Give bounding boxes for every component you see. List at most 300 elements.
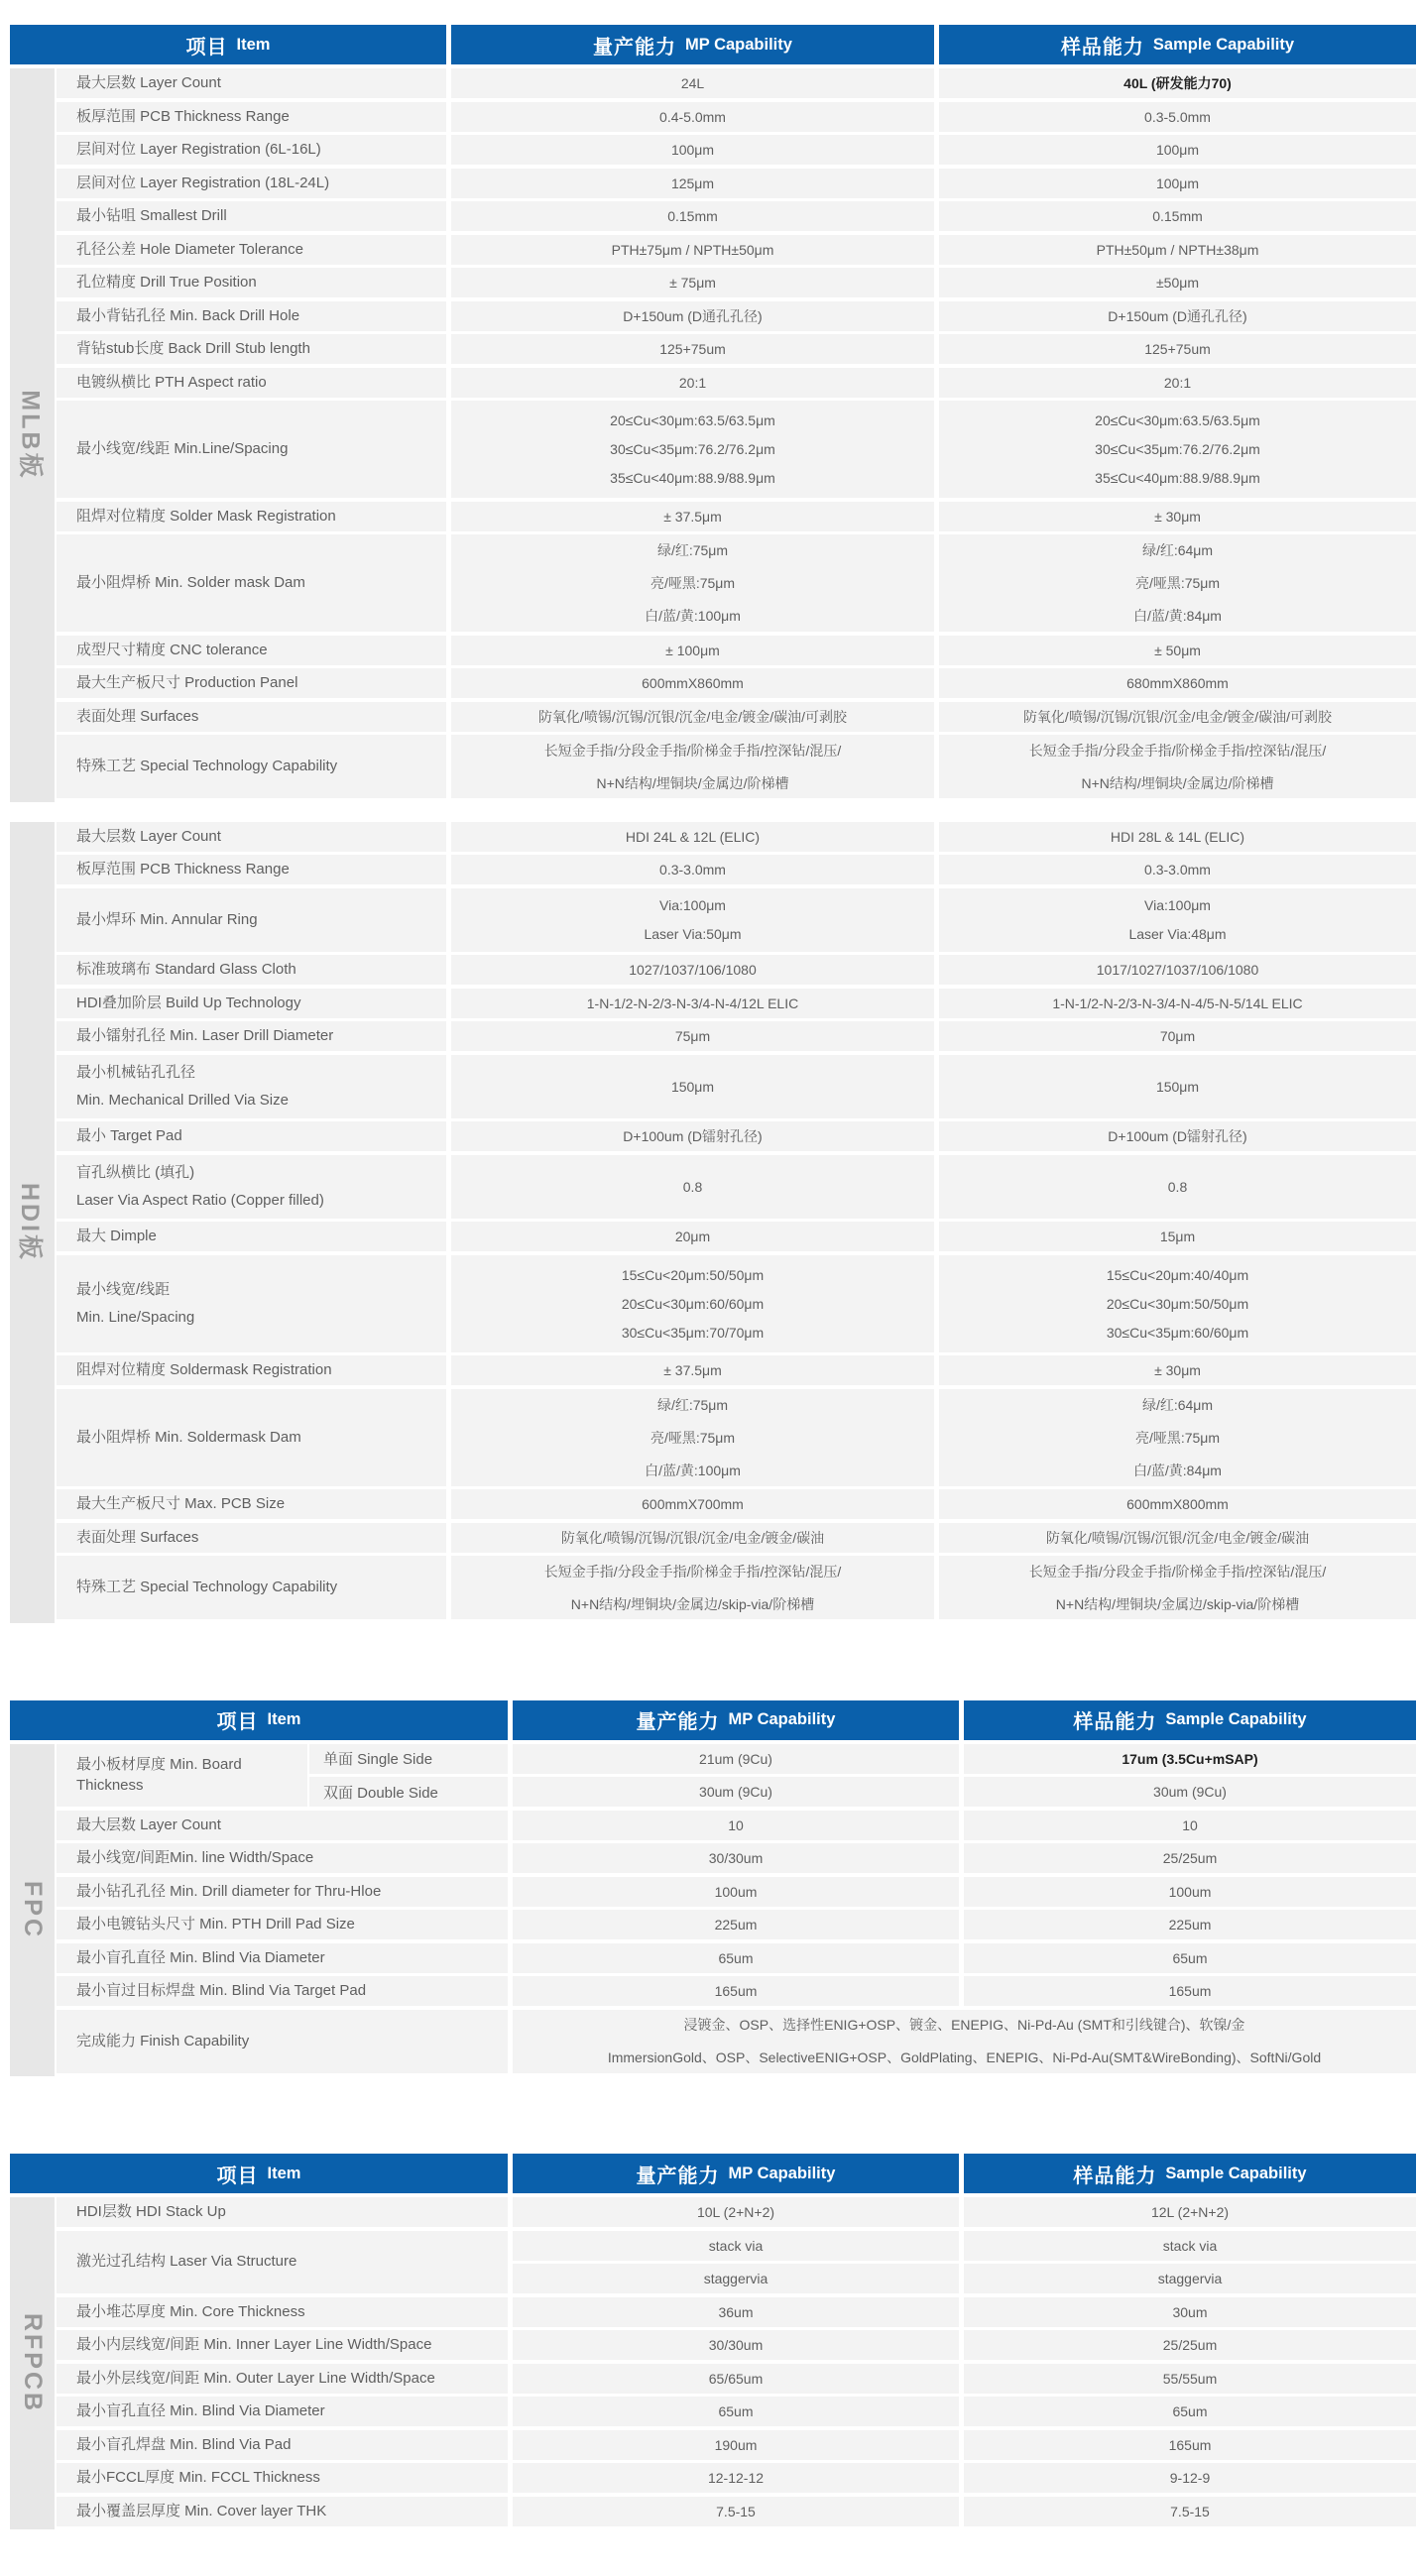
- header-mp-en: MP Capability: [728, 1710, 836, 1728]
- mp-value-cell: [451, 235, 934, 265]
- table-row: [57, 1389, 1416, 1486]
- mp-value: ± 100μm: [665, 642, 720, 658]
- mp-value-cell: [451, 855, 934, 884]
- header-item-zh: 项目: [216, 1711, 259, 1733]
- row-label: 最小FCCL厚度 Min. FCCL Thickness: [76, 2469, 320, 2487]
- mp-value-cell: [513, 2231, 959, 2261]
- table-row: [57, 169, 1416, 198]
- row-label-cell: [57, 1843, 508, 1873]
- table-row: [57, 1155, 1416, 1219]
- row-label: 最小堆芯厚度 Min. Core Thickness: [76, 2302, 305, 2320]
- table-row: [57, 1943, 1416, 1973]
- row-label: 孔位精度 Drill True Position: [76, 274, 257, 292]
- header-item-zh: 项目: [185, 36, 228, 59]
- table-header: [10, 25, 1416, 64]
- hdi-rows: [57, 822, 1416, 1623]
- mp-value-cell: [451, 1255, 934, 1352]
- table-row: [57, 822, 1416, 852]
- row-label: 最大 Dimple: [76, 1228, 157, 1245]
- sample-value-cell: [939, 735, 1416, 798]
- mp-value-cell: [451, 368, 934, 398]
- row-label: 最小镭射孔径 Min. Laser Drill Diameter: [76, 1027, 334, 1045]
- row-label: 层间对位 Layer Registration (18L-24L): [76, 174, 330, 191]
- sample-value-cell: [939, 534, 1416, 632]
- sidebar-label-hdi: HDI板: [16, 1182, 45, 1262]
- sample-value: ± 30μm: [1154, 508, 1201, 525]
- mp-value-cell: [451, 888, 934, 952]
- mp-value-cell: [451, 135, 934, 165]
- sample-value-line: 长短金手指/分段金手指/阶梯金手指/控深钻/混压/: [1028, 742, 1327, 759]
- sample-value-line: Via:100μm: [1144, 897, 1211, 913]
- sample-value-cell: [964, 2364, 1416, 2394]
- row-label-cell: [57, 2397, 508, 2426]
- mp-value-cell: [451, 102, 934, 132]
- sample-value-cell: [939, 1021, 1416, 1051]
- sample-value-cell: [964, 1910, 1416, 1939]
- table-row: [57, 401, 1416, 498]
- mp-value-cell: [451, 169, 934, 198]
- table-row: [57, 702, 1416, 732]
- row-label-cell: [57, 1489, 446, 1519]
- sample-value-cell: [939, 401, 1416, 498]
- header-item-en: Item: [236, 35, 271, 54]
- mp-value-cell: [451, 822, 934, 852]
- sample-value: 165um: [1168, 1983, 1212, 1999]
- column-header-mp: [451, 25, 934, 64]
- sample-value: PTH±50μm / NPTH±38μm: [1096, 241, 1259, 258]
- mp-value-line: 白/蓝/黄:100μm: [645, 608, 741, 624]
- mp-value-line: 长短金手指/分段金手指/阶梯金手指/控深钻/混压/: [543, 1563, 842, 1580]
- table-row: [57, 1055, 1416, 1118]
- sample-value-cell: [939, 1255, 1416, 1352]
- row-label-cell: [57, 201, 446, 231]
- row-label: 最大生产板尺寸 Max. PCB Size: [76, 1495, 286, 1513]
- header-sample-zh: 样品能力: [1073, 1711, 1157, 1733]
- finish-capability-value-cell: [513, 2010, 1416, 2073]
- sample-value-line: 20≤Cu<30μm:50/50μm: [1106, 1295, 1249, 1312]
- section-sidebar-rfpcb: [10, 2197, 55, 2529]
- sample-value-cell: [939, 1389, 1416, 1486]
- mp-value: 65um: [718, 1949, 754, 1966]
- mp-value-cell: [513, 2397, 959, 2426]
- sample-value-cell: [964, 1877, 1416, 1907]
- table-row: [57, 1976, 1416, 2006]
- mp-value-cell: [451, 1355, 934, 1385]
- mp-value-cell: [451, 1489, 934, 1519]
- table-row: [57, 334, 1416, 364]
- sample-value-line: 30≤Cu<35μm:60/60μm: [1106, 1324, 1249, 1341]
- row-label-cell: [57, 368, 446, 398]
- mp-value-line: 15≤Cu<20μm:50/50μm: [621, 1266, 765, 1283]
- row-label: HDI层数 HDI Stack Up: [76, 2203, 226, 2221]
- row-label-cell: [57, 668, 446, 698]
- table-row: [57, 1523, 1416, 1553]
- table-row: [57, 502, 1416, 531]
- row-label: 最小盲过目标焊盘 Min. Blind Via Target Pad: [76, 1982, 367, 2000]
- sample-value: D+150um (D通孔孔径): [1108, 307, 1247, 324]
- finish-capability-row: [57, 2010, 1416, 2073]
- table-row: [57, 1811, 1416, 1840]
- sample-value-cell: [939, 888, 1416, 952]
- table-row: [57, 1222, 1416, 1251]
- row-label-cell: [57, 1121, 446, 1151]
- mp-value-cell: [513, 1777, 959, 1807]
- mp-value-line: N+N结构/埋铜块/金属边/skip-via/阶梯槽: [570, 1595, 815, 1612]
- row-label-cell: [57, 855, 446, 884]
- row-label-line: Laser Via Aspect Ratio (Copper filled): [76, 1191, 324, 1209]
- row-label-cell: [57, 1055, 446, 1118]
- mp-value-cell: [451, 1556, 934, 1619]
- sidebar-label-mlb: MLB板: [16, 390, 45, 481]
- header-mp-en: MP Capability: [685, 35, 792, 54]
- sidebar-label-fpc: FPC: [19, 1880, 47, 1939]
- row-label-cell: [57, 1021, 446, 1051]
- mp-value-line: Via:100μm: [659, 897, 726, 913]
- table-row: [57, 1355, 1416, 1385]
- mp-value: 1-N-1/2-N-2/3-N-3/4-N-4/12L ELIC: [586, 995, 799, 1011]
- table-header: [10, 1700, 1416, 1740]
- table-row: [57, 1877, 1416, 1907]
- table-row: [57, 201, 1416, 231]
- mp-value: 165um: [714, 1983, 758, 1999]
- column-header-item: [10, 25, 446, 64]
- sample-value: 20:1: [1163, 374, 1192, 391]
- sample-value: stack via: [1162, 2237, 1218, 2254]
- sample-value: 10: [1182, 1816, 1198, 1833]
- sample-value-cell: [939, 1222, 1416, 1251]
- mp-value: 75μm: [674, 1028, 711, 1044]
- sample-value-line: 绿/红:64μm: [1141, 542, 1214, 558]
- row-label: 最小背钻孔径 Min. Back Drill Hole: [76, 306, 300, 324]
- column-header-mp: [513, 2154, 959, 2193]
- sample-value-cell: [939, 822, 1416, 852]
- table-row: [57, 68, 1416, 98]
- mp-value-cell: [451, 1121, 934, 1151]
- row-label: 孔径公差 Hole Diameter Tolerance: [76, 240, 303, 258]
- mp-value-cell: [451, 636, 934, 665]
- sample-value-line: Laser Via:48μm: [1128, 926, 1227, 942]
- table-row: [57, 2297, 1416, 2327]
- sample-value-cell: [964, 1811, 1416, 1840]
- row-label-cell: [57, 1355, 446, 1385]
- sample-value: 100um: [1168, 1883, 1212, 1900]
- mp-value-cell: [513, 1910, 959, 1939]
- row-label: 最小板材厚度 Min. Board Thickness: [76, 1755, 242, 1795]
- table-row: [57, 636, 1416, 665]
- sample-value-line: 白/蓝/黄:84μm: [1133, 608, 1222, 624]
- row-label-cell: [57, 1910, 508, 1939]
- row-label-cell: [57, 2463, 508, 2493]
- column-header-mp: [513, 1700, 959, 1740]
- row-label: HDI叠加阶层 Build Up Technology: [76, 994, 301, 1011]
- mp-value-cell: [451, 955, 934, 985]
- mp-value-cell: [451, 502, 934, 531]
- mlb-hdi-table: [10, 25, 1416, 1623]
- mp-value: 10: [728, 1816, 744, 1833]
- mp-value: 0.4-5.0mm: [659, 108, 726, 125]
- sample-value-cell: [964, 2397, 1416, 2426]
- sample-value: 9-12-9: [1169, 2470, 1211, 2486]
- row-label: 激光过孔结构 Laser Via Structure: [76, 2253, 297, 2271]
- rfpcb-rows: [57, 2197, 1416, 2529]
- row-label: 最小线宽/线距 Min.Line/Spacing: [76, 440, 289, 458]
- sample-value-cell: [964, 2497, 1416, 2526]
- mp-value: 0.8: [682, 1178, 703, 1195]
- mp-value-line: 30≤Cu<35μm:70/70μm: [621, 1324, 765, 1341]
- mp-value: 100μm: [670, 142, 715, 158]
- sample-value-line: 30≤Cu<35μm:76.2/76.2μm: [1095, 441, 1260, 457]
- mp-value: 225um: [714, 1917, 758, 1932]
- row-label: 成型尺寸精度 CNC tolerance: [76, 641, 268, 658]
- column-header-sample: [964, 1700, 1416, 1740]
- mp-value-cell: [513, 2330, 959, 2360]
- mp-value-cell: [513, 1811, 959, 1840]
- sample-value: 17um (3.5Cu+mSAP): [1122, 1750, 1258, 1767]
- mp-value: 30um (9Cu): [699, 1784, 772, 1800]
- rfpcb-table: [10, 2154, 1416, 2529]
- row-label-cell: [57, 1744, 307, 1808]
- mp-value-line: 绿/红:75μm: [656, 542, 729, 558]
- sample-value: 55/55um: [1162, 2370, 1218, 2387]
- sample-value: 100μm: [1155, 175, 1200, 191]
- mp-value: 20μm: [674, 1229, 711, 1244]
- table-row: [57, 368, 1416, 398]
- sample-value-cell: [964, 1943, 1416, 1973]
- column-header-item: [10, 1700, 508, 1740]
- sample-value-cell: [964, 2430, 1416, 2460]
- sample-value: 65um: [1172, 1949, 1208, 1966]
- row-label-cell: [57, 1155, 446, 1219]
- mp-value-line: 35≤Cu<40μm:88.9/88.9μm: [610, 470, 775, 486]
- row-label-cell: [57, 2364, 508, 2394]
- row-label: 最小阻焊桥 Min. Soldermask Dam: [76, 1428, 301, 1446]
- mp-value: 36um: [718, 2303, 754, 2320]
- table-row: [57, 2430, 1416, 2460]
- row-label-cell: [57, 301, 446, 331]
- sample-value-line: 亮/哑黑:75μm: [1134, 1429, 1221, 1446]
- row-label: 最大生产板尺寸 Production Panel: [76, 674, 298, 692]
- table-row: [57, 989, 1416, 1018]
- row-label-cell: [57, 955, 446, 985]
- sample-value: 165um: [1168, 2436, 1212, 2453]
- mp-value-cell: [513, 2497, 959, 2526]
- row-label-cell: [57, 735, 446, 798]
- mp-value-line: N+N结构/埋铜块/金属边/阶梯槽: [596, 774, 789, 791]
- mp-value-cell: [451, 1389, 934, 1486]
- row-label-cell: [57, 822, 446, 852]
- mp-value-cell: [451, 301, 934, 331]
- sample-value-cell: [939, 502, 1416, 531]
- sample-value-cell: [964, 1843, 1416, 1873]
- board-thickness-group-row: [57, 1744, 1416, 1808]
- row-label: 阻焊对位精度 Solder Mask Registration: [76, 507, 336, 525]
- sample-value-line: 白/蓝/黄:84μm: [1133, 1462, 1222, 1478]
- row-label-line: 最小机械钻孔孔径: [76, 1063, 196, 1081]
- mp-value-cell: [451, 1021, 934, 1051]
- table-row: [57, 1021, 1416, 1051]
- sample-value-cell: [964, 2197, 1416, 2227]
- section-sidebar-fpc: [10, 1744, 55, 2077]
- table-row: [57, 1121, 1416, 1151]
- sample-value-cell: [939, 334, 1416, 364]
- section-sidebar-mlb: [10, 68, 55, 802]
- sample-value-cell: [964, 2463, 1416, 2493]
- row-label-cell: [57, 636, 446, 665]
- sample-value: 1-N-1/2-N-2/3-N-3/4-N-4/5-N-5/14L ELIC: [1052, 995, 1303, 1011]
- table-row: [57, 2397, 1416, 2426]
- mp-value-cell: [451, 334, 934, 364]
- mp-value: staggervia: [703, 2271, 768, 2286]
- sample-value: ± 50μm: [1154, 642, 1201, 658]
- header-sample-en: Sample Capability: [1152, 35, 1295, 54]
- table-row: [57, 102, 1416, 132]
- row-label-cell: [57, 989, 446, 1018]
- finish-value-line-zh: 浸镀金、OSP、选择性ENIG+OSP、镀金、ENEPIG、Ni-Pd-Au (SMT和引线键合)、软镍/金: [683, 2017, 1245, 2033]
- table-row: [57, 735, 1416, 798]
- mp-value-cell: [451, 534, 934, 632]
- mp-value-cell: [513, 2264, 959, 2293]
- row-label: 最大层数 Layer Count: [76, 74, 221, 92]
- row-label: 最小钻咀 Smallest Drill: [76, 207, 227, 225]
- mp-value: D+150um (D通孔孔径): [623, 307, 763, 324]
- mp-value: 30/30um: [708, 1850, 764, 1866]
- sample-value-line: 长短金手指/分段金手指/阶梯金手指/控深钻/混压/: [1028, 1563, 1327, 1580]
- mp-value-cell: [513, 1843, 959, 1873]
- mp-value: stack via: [708, 2237, 764, 2254]
- mp-value-line: 亮/哑黑:75μm: [650, 1429, 736, 1446]
- sample-value: 1017/1027/1037/106/1080: [1096, 962, 1259, 978]
- row-label-line: Min. Line/Spacing: [76, 1308, 195, 1326]
- mp-value-line: 20≤Cu<30μm:60/60μm: [621, 1295, 765, 1312]
- mp-value: D+100um (D镭射孔径): [623, 1128, 763, 1144]
- mp-value: ± 37.5μm: [663, 1362, 722, 1378]
- row-label-line: 最小线宽/线距: [76, 1280, 171, 1298]
- mp-value: 0.3-3.0mm: [659, 862, 726, 878]
- table-row: [57, 534, 1416, 632]
- mp-value-line: 白/蓝/黄:100μm: [645, 1462, 741, 1478]
- sample-value: 12L (2+N+2): [1150, 2204, 1230, 2220]
- sample-value-cell: [964, 1744, 1416, 1774]
- sample-value: staggervia: [1157, 2271, 1223, 2286]
- sample-value: 70μm: [1159, 1028, 1196, 1044]
- mp-value: 190um: [714, 2436, 758, 2453]
- sample-value: 65um: [1172, 2403, 1208, 2419]
- mp-value-line: 绿/红:75μm: [656, 1396, 729, 1413]
- sample-value: 0.3-5.0mm: [1144, 108, 1211, 125]
- sample-value-cell: [964, 1777, 1416, 1807]
- row-label: 板厚范围 PCB Thickness Range: [76, 861, 290, 878]
- sample-value: 25/25um: [1162, 1850, 1218, 1866]
- table-row: [57, 135, 1416, 165]
- row-label-cell: [57, 888, 446, 952]
- mp-value: 21um (9Cu): [699, 1750, 772, 1767]
- sample-value: 100μm: [1155, 142, 1200, 158]
- mp-value-cell: [451, 735, 934, 798]
- mp-value: 防氧化/喷锡/沉锡/沉银/沉金/电金/镀金/碳油: [560, 1529, 825, 1546]
- table-row: [57, 2497, 1416, 2526]
- sample-value: 0.15mm: [1152, 208, 1203, 224]
- section-sidebar-hdi: [10, 822, 55, 1623]
- sample-value: ±50μm: [1156, 275, 1199, 291]
- mp-value-cell: [451, 401, 934, 498]
- sample-value-cell: [939, 1489, 1416, 1519]
- mp-value-cell: [451, 702, 934, 732]
- row-label-cell: [57, 1255, 446, 1352]
- mp-value: 65/65um: [708, 2370, 764, 2387]
- sample-value-cell: [964, 1976, 1416, 2006]
- row-label: 最小覆盖层厚度 Min. Cover layer THK: [76, 2502, 327, 2519]
- row-label-cell: [57, 2297, 508, 2327]
- mp-value-line: 长短金手指/分段金手指/阶梯金手指/控深钻/混压/: [543, 742, 842, 759]
- sample-value: 125+75um: [1144, 341, 1211, 357]
- sample-value-cell: [939, 636, 1416, 665]
- sample-value-line: 绿/红:64μm: [1141, 1396, 1214, 1413]
- table-row: [57, 301, 1416, 331]
- mp-value: 1027/1037/106/1080: [629, 962, 757, 978]
- mp-sub-values: [513, 1744, 959, 1808]
- table-row: [57, 1255, 1416, 1352]
- row-label-cell: [57, 2010, 508, 2073]
- mp-value: PTH±75μm / NPTH±50μm: [611, 241, 774, 258]
- row-label-cell: [57, 68, 446, 98]
- sample-value-cell: [939, 668, 1416, 698]
- mp-value-line: 30≤Cu<35μm:76.2/76.2μm: [610, 441, 775, 457]
- row-label: 最小电镀钻头尺寸 Min. PTH Drill Pad Size: [76, 1916, 355, 1933]
- row-label-cell: [57, 401, 446, 498]
- fpc-rows: [57, 1744, 1416, 2077]
- mp-value: 防氧化/喷锡/沉锡/沉银/沉金/电金/镀金/碳油/可剥胶: [537, 708, 848, 725]
- sample-value-cell: [939, 1523, 1416, 1553]
- mp-value: 10L (2+N+2): [696, 2204, 775, 2220]
- table-row: [57, 2197, 1416, 2227]
- sample-value-cell: [939, 235, 1416, 265]
- sample-value-cell: [939, 855, 1416, 884]
- mp-value-cell: [513, 1976, 959, 2006]
- table-header: [10, 2154, 1416, 2193]
- sample-value-cell: [939, 368, 1416, 398]
- row-label-cell: [57, 502, 446, 531]
- mp-value: 125+75um: [659, 341, 726, 357]
- sub-row-label: [309, 1777, 508, 1807]
- header-mp-zh: 量产能力: [636, 1711, 720, 1733]
- table-row: [57, 235, 1416, 265]
- row-label-cell: [57, 1943, 508, 1973]
- row-label: 最小钻孔孔径 Min. Drill diameter for Thru-Hloe: [76, 1882, 382, 1900]
- sample-value: 40L (研发能力70): [1123, 75, 1232, 91]
- table-row: [57, 268, 1416, 297]
- sample-value: 225um: [1168, 1917, 1212, 1932]
- mp-value: 12-12-12: [707, 2470, 765, 2486]
- row-label: 完成能力 Finish Capability: [76, 2032, 250, 2049]
- mlb-rows: [57, 68, 1416, 802]
- mp-value-cell: [451, 668, 934, 698]
- row-label-cell: [57, 2430, 508, 2460]
- mp-value-cell: [451, 989, 934, 1018]
- sample-value-cell: [939, 1355, 1416, 1385]
- sample-value: 7.5-15: [1170, 2503, 1210, 2519]
- mp-sub-values: [513, 2231, 959, 2294]
- sample-value-line: N+N结构/埋铜块/金属边/skip-via/阶梯槽: [1055, 1595, 1300, 1612]
- mp-value-cell: [451, 201, 934, 231]
- mp-value: 600mmX700mm: [642, 1496, 744, 1512]
- row-label: 阻焊对位精度 Soldermask Registration: [76, 1361, 332, 1379]
- sample-value: 150μm: [1155, 1078, 1200, 1095]
- mp-value-cell: [513, 2197, 959, 2227]
- table-row: [57, 1910, 1416, 1939]
- sample-value-cell: [964, 2264, 1416, 2293]
- row-label-cell: [57, 102, 446, 132]
- header-sample-zh: 样品能力: [1060, 36, 1144, 59]
